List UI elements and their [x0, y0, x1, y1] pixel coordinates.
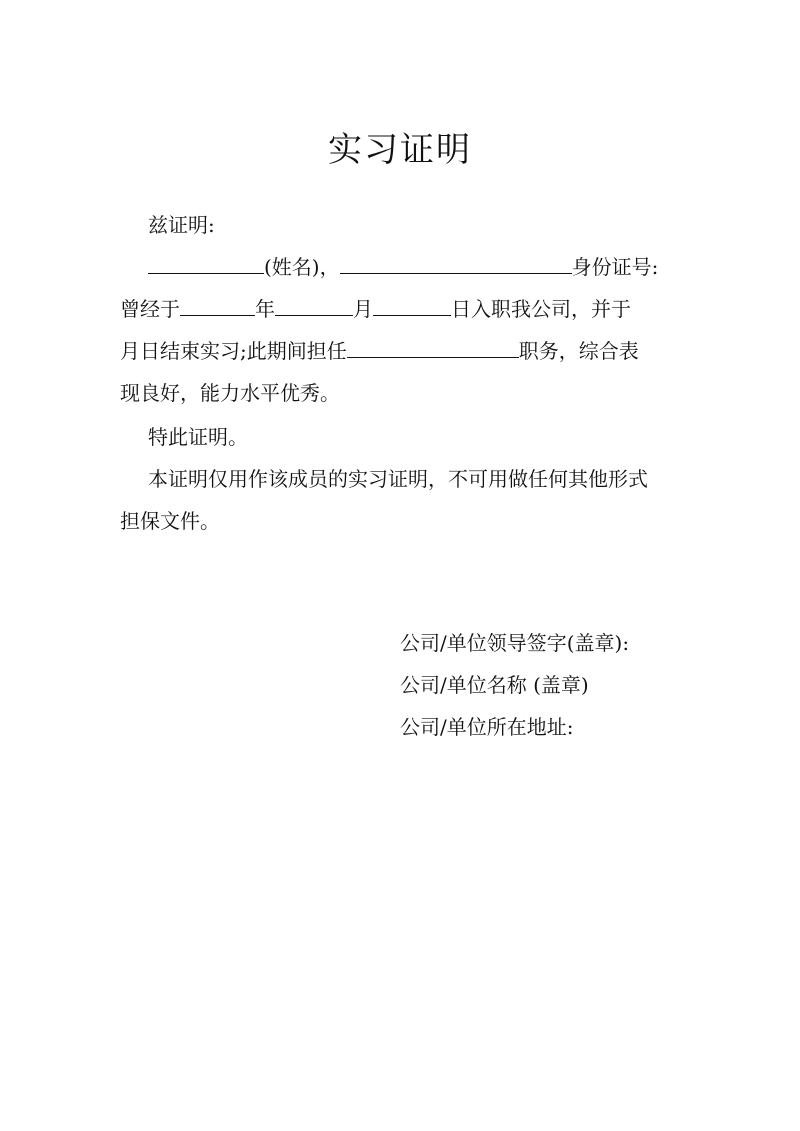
name-blank[interactable] [148, 253, 264, 274]
greeting-line: 兹证明: [148, 213, 215, 237]
position-prefix: 月日结束实习;此期间担任 [120, 339, 347, 363]
name-suffix: (姓名)， [264, 255, 340, 279]
name-id-line [148, 253, 658, 281]
usage-note-line: 本证明仅用作该成员的实习证明，不可用做任何其他形式 [148, 467, 648, 491]
entry-date-line [120, 295, 631, 323]
id-label: 身份证号: [571, 255, 659, 279]
entry-month-blank[interactable] [275, 295, 353, 316]
position-suffix: 职务，综合表 [518, 339, 639, 363]
certify-line: 特此证明。 [148, 425, 248, 449]
usage-note-line-2: 担保文件。 [120, 509, 220, 533]
entry-prefix: 曾经于 [120, 297, 180, 321]
company-address-label: 公司/单位所在地址: [400, 715, 574, 739]
document-title: 实习证明 [328, 130, 472, 170]
entry-year-blank[interactable] [180, 295, 255, 316]
performance-line: 现良好，能力水平优秀。 [120, 381, 340, 405]
id-number-blank[interactable] [340, 253, 572, 274]
company-name-label: 公司/单位名称 (盖章) [400, 673, 589, 697]
entry-day-blank[interactable] [373, 295, 451, 316]
year-label: 年 [255, 297, 275, 321]
leader-signature-label: 公司/单位领导签字(盖章): [400, 631, 630, 655]
position-line [120, 337, 639, 365]
position-blank[interactable] [347, 337, 519, 358]
entry-suffix: 日入职我公司，并于 [451, 297, 631, 321]
month-label: 月 [353, 297, 373, 321]
